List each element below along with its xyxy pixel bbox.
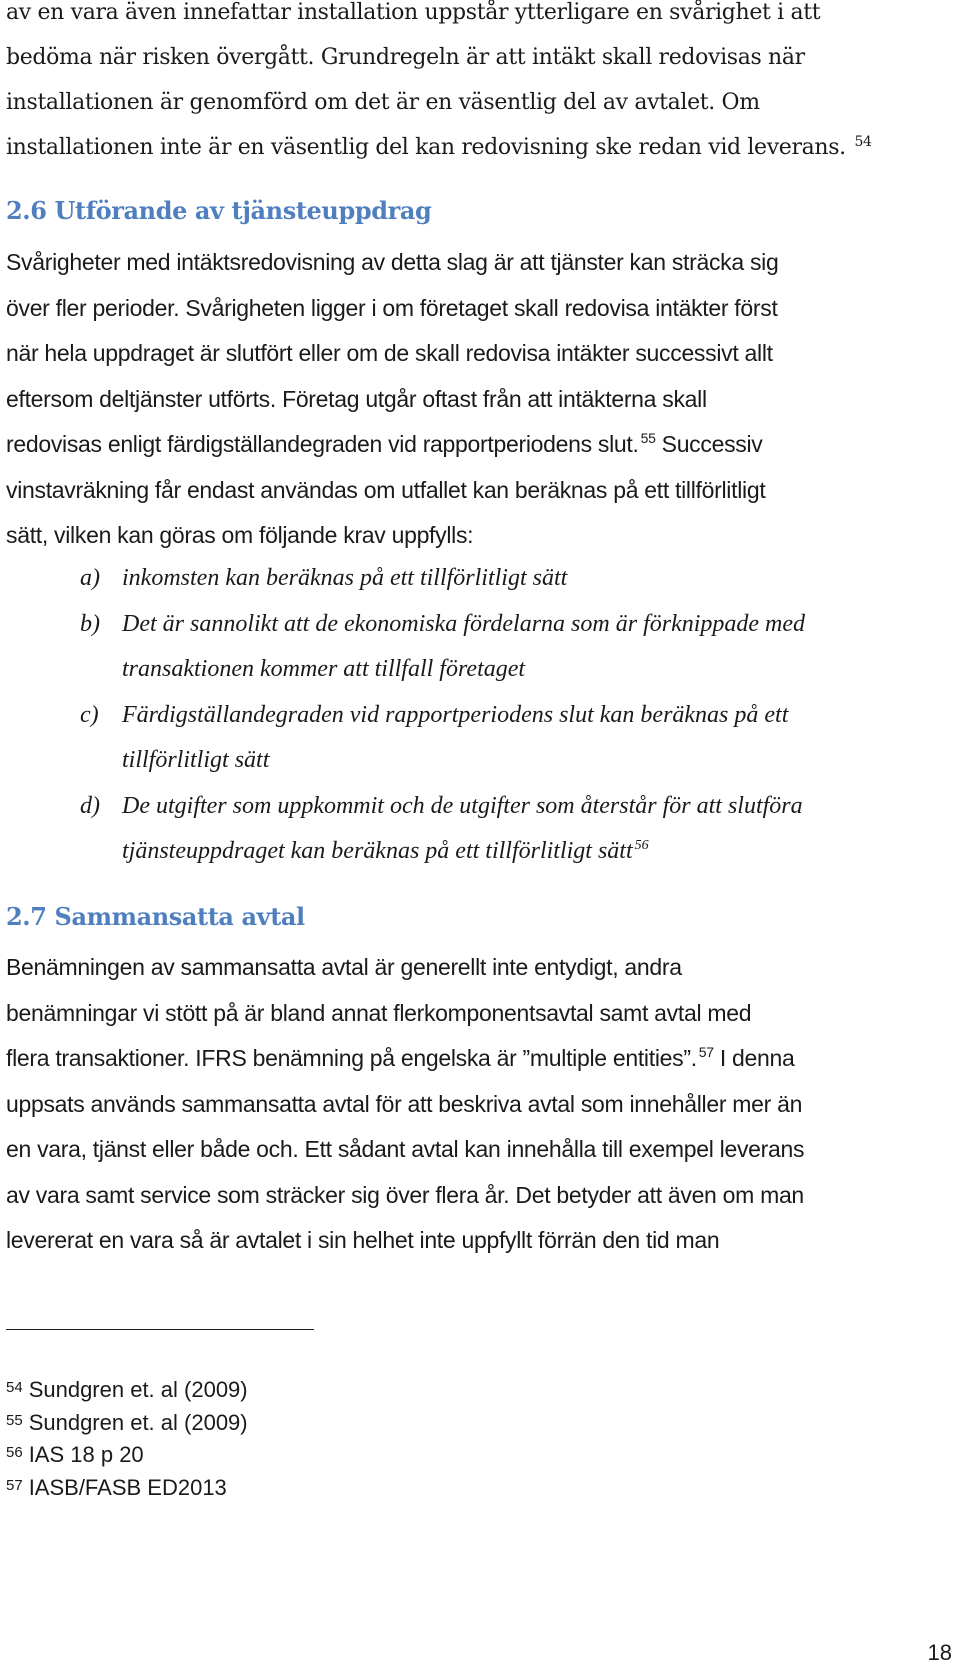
paragraph-line: eftersom deltjänster utförts. Företag utgår oftast från att intäkterna skall	[6, 385, 707, 412]
footnote-separator	[6, 1329, 314, 1330]
page-number: 18	[927, 1640, 952, 1665]
list-item-text: Det är sannolikt att de ekonomiska fördelarna som är förknippade med	[122, 610, 806, 637]
section-2-6-paragraph	[6, 240, 946, 559]
list-item-text-part: tjänsteuppdraget kan beräknas på ett tillförlitligt sätt	[122, 838, 633, 864]
intro-paragraph	[6, 0, 946, 170]
paragraph-line: Svårigheter med intäktsredovisning av detta slag är att tjänster kan sträcka sig	[6, 249, 779, 275]
list-item-text: Färdigställandegraden vid rapportperiodens slut kan beräknas på ett	[122, 701, 789, 728]
footnote-ref-55[interactable]: 55	[640, 430, 656, 447]
footnotes-list	[6, 1373, 248, 1503]
paragraph-line: när hela uppdraget är slutfört eller om de skall redovisa intäkter successivt allt	[6, 340, 773, 366]
paragraph-line	[6, 1036, 946, 1082]
list-item-text: transaktionen kommer att tillfall företaget	[122, 656, 526, 682]
paragraph-line-text: Successiv	[655, 431, 763, 457]
list-item	[80, 602, 940, 693]
list-marker: d)	[80, 792, 100, 819]
footnote-item	[6, 1438, 248, 1471]
paragraph-line: benämningar vi stött på är bland annat flerkomponentsavtal samt avtal med	[6, 999, 752, 1026]
footnote-number: 55	[6, 1411, 23, 1429]
intro-line-text: installationen inte är en väsentlig del kan redovisning ske redan vid leverans.	[6, 135, 846, 160]
paragraph-line: över fler perioder. Svårigheten ligger i om företaget skall redovisa intäkter först	[6, 294, 778, 321]
footnote-item	[6, 1406, 248, 1439]
paragraph-line: uppsats används sammansatta avtal för att beskriva avtal som innehåller mer än	[6, 1090, 803, 1117]
intro-line: installationen är genomförd om det är en väsentlig del av avtalet. Om	[6, 90, 760, 115]
intro-line: av en vara även innefattar installation uppstår ytterligare en svårighet i att	[6, 0, 821, 25]
paragraph-line: av vara samt service som sträcker sig över flera år. Det betyder att även om man	[6, 1181, 804, 1208]
footnote-ref-57[interactable]: 57	[698, 1044, 714, 1061]
paragraph-line: sätt, vilken kan göras om följande krav uppfylls:	[6, 522, 474, 548]
list-item-text	[122, 829, 940, 875]
paragraph-line: vinstavräkning får endast användas om utfallet kan beräknas på ett tillförlitligt	[6, 476, 766, 503]
requirements-list	[80, 556, 940, 875]
footnote-text: Sundgren et. al (2009)	[28, 1377, 248, 1402]
section-2-7-paragraph	[6, 945, 946, 1264]
list-item-text: De utgifter som uppkommit och de utgifter som återstår för att slutföra	[122, 792, 803, 819]
list-marker: c)	[80, 701, 99, 728]
footnote-number: 56	[6, 1444, 23, 1461]
paragraph-line	[6, 422, 946, 468]
paragraph-line: levererat en vara så är avtalet i sin helhet inte uppfyllt förrän den tid man	[6, 1227, 720, 1253]
paragraph-line-text: redovisas enligt färdigställandegraden vid rapportperiodens slut.	[6, 431, 639, 457]
list-item	[80, 784, 940, 875]
footnote-text: IASB/FASB ED2013	[28, 1474, 227, 1500]
footnote-item	[6, 1471, 248, 1504]
paragraph-line: en vara, tjänst eller både och. Ett sådant avtal kan innehålla till exempel leverans	[6, 1136, 805, 1162]
list-item	[80, 556, 940, 602]
footnote-item	[6, 1373, 248, 1406]
intro-line: bedöma när risken övergått. Grundregeln är att intäkt skall redovisas när	[6, 45, 805, 70]
paragraph-line-text: flera transaktioner. IFRS benämning på engelska är ”multiple entities”.	[6, 1045, 697, 1071]
list-marker: b)	[80, 610, 100, 637]
footnote-text: IAS 18 p 20	[28, 1442, 144, 1467]
intro-line	[6, 125, 946, 170]
list-item-text: inkomsten kan beräknas på ett tillförlitligt sätt	[122, 565, 568, 591]
section-heading-2-6: 2.6 Utförande av tjänsteuppdrag	[6, 196, 432, 225]
list-item-text: tillförlitligt sätt	[122, 747, 270, 773]
footnote-number: 54	[6, 1379, 23, 1396]
paragraph-line: Benämningen av sammansatta avtal är generellt inte entydigt, andra	[6, 954, 682, 980]
footnote-number: 57	[6, 1476, 23, 1494]
footnote-text: Sundgren et. al (2009)	[28, 1409, 248, 1435]
paragraph-line-text: I denna	[713, 1045, 795, 1071]
list-item	[80, 693, 940, 784]
list-marker: a)	[80, 565, 100, 591]
section-heading-2-7: 2.7 Sammansatta avtal	[6, 902, 305, 931]
footnote-ref-54[interactable]: 54	[854, 133, 872, 150]
footnote-ref-56[interactable]: 56	[634, 838, 649, 853]
